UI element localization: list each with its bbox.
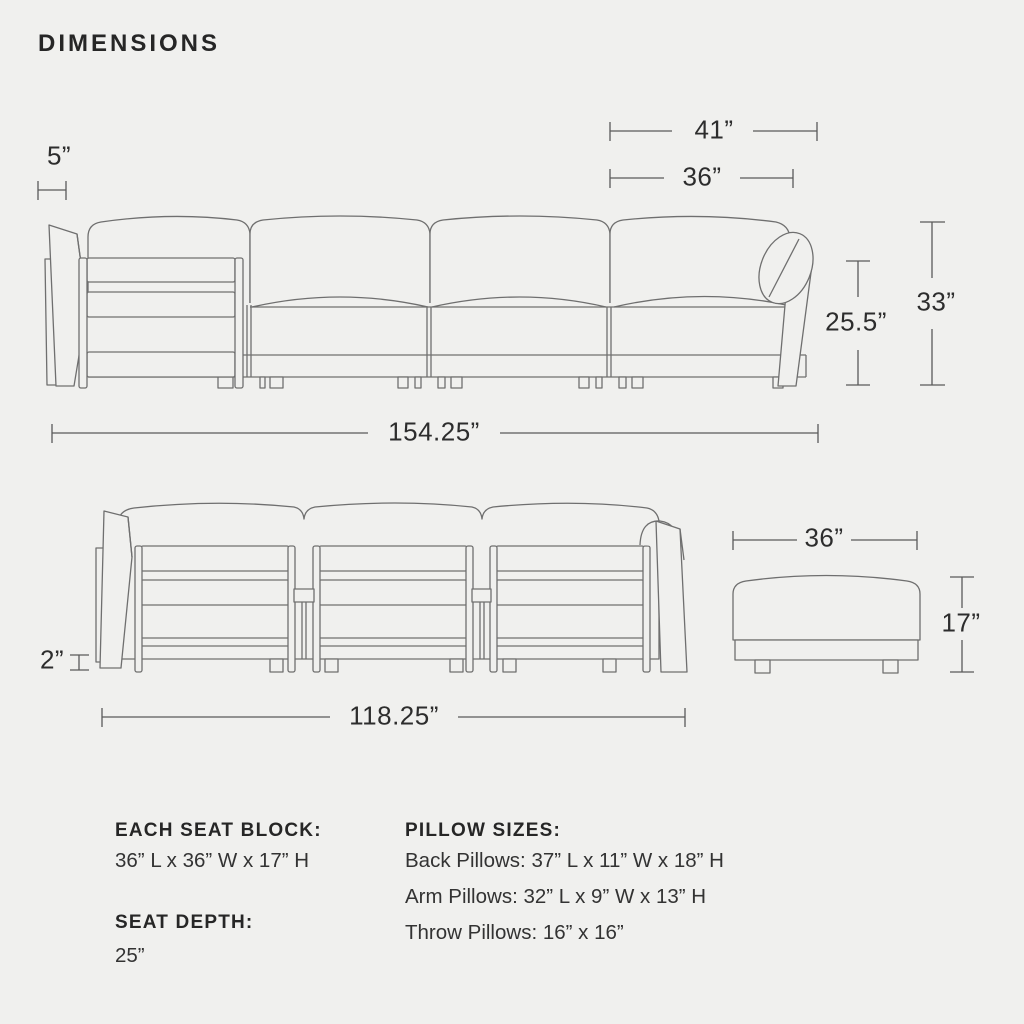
back-cushion xyxy=(250,216,430,303)
dim-line-arm-width xyxy=(38,181,66,200)
seat-block-heading: EACH SEAT BLOCK: xyxy=(115,820,322,841)
pillow-size-line: Arm Pillows: 32” L x 9” W x 13” H xyxy=(405,885,707,908)
front-sofa-drawing xyxy=(45,216,823,388)
dim-label-overall-height: 33” xyxy=(916,286,956,317)
rear-sofa-drawing xyxy=(96,503,687,672)
dim-label-seat-back-height: 25.5” xyxy=(825,306,887,337)
dim-label-leg-height: 2” xyxy=(39,644,65,675)
dim-label-seat-width: 36” xyxy=(682,161,722,192)
dim-label-back-length: 118.25” xyxy=(349,700,439,731)
ottoman-base xyxy=(735,640,918,660)
pillow-size-line: Back Pillows: 37” L x 11” W x 18” H xyxy=(405,849,724,872)
rear-legs xyxy=(270,659,616,672)
dim-line-leg-height xyxy=(70,655,89,670)
pillow-size-line: Throw Pillows: 16” x 16” xyxy=(405,921,624,944)
dim-label-arm-width: 5” xyxy=(46,140,72,171)
page-title: DIMENSIONS xyxy=(38,30,221,57)
seat-block-value: 36” L x 36” W x 17” H xyxy=(115,849,310,872)
dim-label-overall-length: 154.25” xyxy=(388,416,480,447)
dim-label-ottoman-height: 17” xyxy=(941,607,981,638)
ottoman-drawing xyxy=(733,576,920,674)
corner-frame xyxy=(79,258,243,388)
seat-depth-heading: SEAT DEPTH: xyxy=(115,912,254,933)
pillow-sizes-heading: PILLOW SIZES: xyxy=(405,820,561,841)
dim-label-back-width: 41” xyxy=(694,114,734,145)
dim-label-ottoman-width: 36” xyxy=(804,522,844,553)
back-cushion xyxy=(430,216,610,303)
seat-depth-value: 25” xyxy=(115,944,145,967)
front-legs xyxy=(218,377,783,388)
ottoman-body xyxy=(733,576,920,641)
